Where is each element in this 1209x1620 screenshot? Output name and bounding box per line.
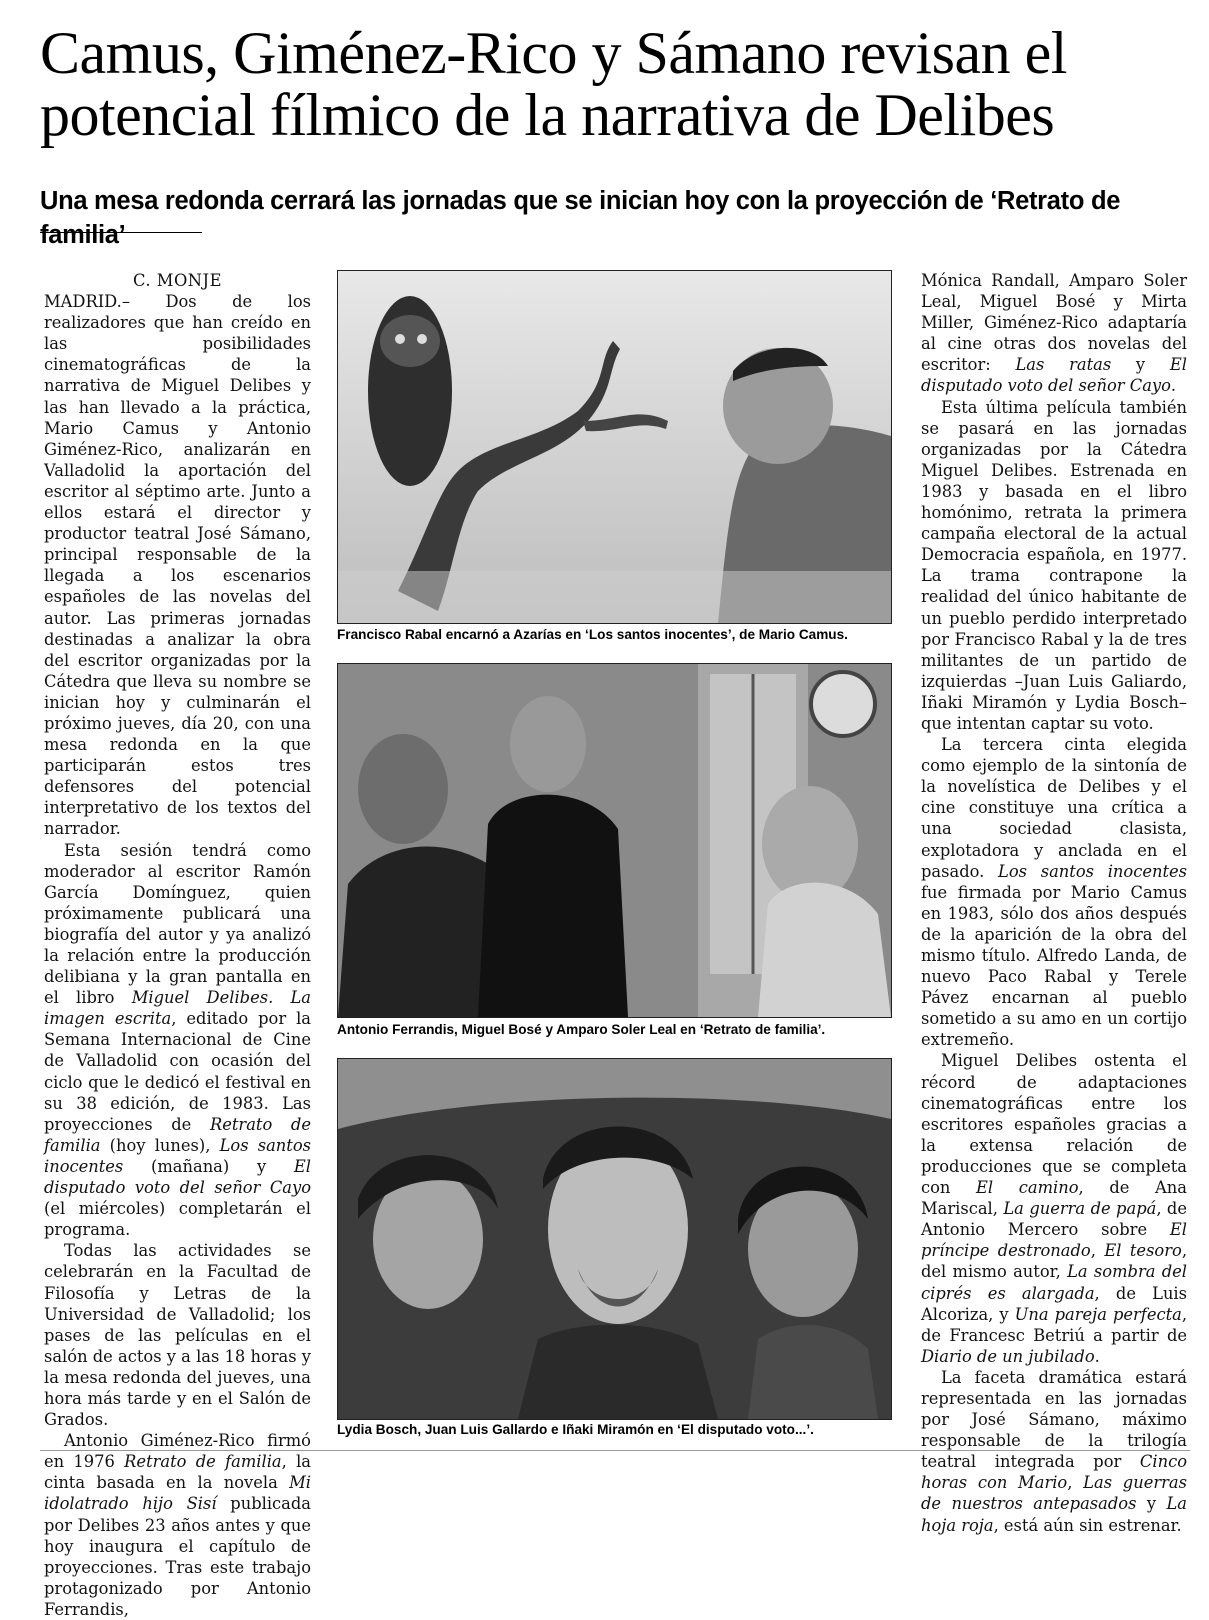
left-paragraph-1: MADRID.– Dos de los realizadores que han creído en las posibilidades cinematográficas de la narrativa de Miguel Delibes y las han llevado a la práctica, Mario Camus y Antonio Giménez-Rico, analizarán en Valladolid la aportación del escritor al séptimo arte. Junto a ellos estará el director y productor teatral José Sámano, principal responsable de la llegada a los escenarios españoles de las novelas del autor. Las primeras jornadas destinadas a analizar la obra del escritor organizadas por la Cátedra que lleva su nombre se inician hoy y culminarán el próximo jueves, día 20, con una mesa redonda en la que participarán estos tres defensores del potencial interpretativo de los textos del narrador. xyxy=(44,292,312,839)
right-paragraph-2: Esta última película también se pasará en las jornadas organizadas por la Cátedra Miguel Delibes. Estrenada en 1983 y basada en el libro homónimo, retrata la primera campaña electoral de la actual Democracia española, en 1977. La trama contrapone la realidad del único habitante de un pueblo perdido interpretado por Francisco Rabal y la de tres militantes de un partido de izquierdas –Juan Luis Galiardo, Iñaki Miramón y Lydia Bosch– que intentan captar su voto. xyxy=(921,397,1187,733)
footer-rule xyxy=(40,1450,1190,1451)
photo-owl-scene xyxy=(337,270,892,624)
right-paragraph-3: La tercera cinta elegida como ejemplo de la sintonía de la novelística de Delibes y el cine constituye una crítica a una sociedad clasista, explotadora y anclada en el pasado. Los santos inocentes fue firmada por Mario Camus en 1983, sólo dos años después de la aparición de la obra del mismo título. Alfredo Landa, de nuevo Paco Rabal y Terele Pávez encarnan al pueblo sometido a su amo en un cortijo extremeño. xyxy=(921,735,1187,1050)
left-paragraph-2: Esta sesión tendrá como moderador al escritor Ramón García Domínguez, quien próximamente publicará una biografía del autor y ya analizó la relación entre la producción delibiana y la gran pantalla en el libro Miguel Delibes. La imagen escrita, editado por la Semana Internacional de Cine de Valladolid con ocasión del ciclo que le dedicó el festival en su 38 edición, de 1983. Las proyecciones de Retrato de familia (hoy lunes), Los santos inocentes (mañana) y El disputado voto del señor Cayo (el miércoles) completarán el programa. xyxy=(44,840,311,1240)
dateline: MADRID.– xyxy=(44,292,166,312)
book-title: Miguel Delibes. La imagen escrita xyxy=(44,988,311,1029)
right-column xyxy=(921,270,1187,1536)
caption-photo-1: Francisco Rabal encarnó a Azarías en ‘Los santos inocentes’, de Mario Camus. xyxy=(337,627,848,642)
left-column xyxy=(44,270,311,1620)
caption-photo-2: Antonio Ferrandis, Miguel Bosé y Amparo Soler Leal en ‘Retrato de familia’. xyxy=(337,1022,826,1037)
caption-photo-3: Lydia Bosch, Juan Luis Gallardo e Iñaki Miramón en ‘El disputado voto...’. xyxy=(337,1422,814,1437)
photo-car-scene xyxy=(337,1058,892,1420)
left-paragraph-3: Todas las actividades se celebrarán en la Facultad de Filosofía y Letras de la Universidad de Valladolid; los pases de las películas en el salón de actos y a las 18 horas y la mesa redonda del jueves, una hora más tarde y en el Salón de Grados. xyxy=(44,1241,311,1430)
right-paragraph-5: La faceta dramática estará representada en las jornadas por José Sámano, máximo responsable de la trilogía teatral integrada por Cinco horas con Mario, Las guerras de nuestros antepasados y La hoja roja, está aún sin estrenar. xyxy=(921,1367,1187,1535)
subhead-rule xyxy=(40,232,202,233)
left-paragraph-4: Antonio Giménez-Rico firmó en 1976 Retrato de familia, la cinta basada en la novela Mi idolatrado hijo Sisí publicada por Delibes 23 años antes y que hoy inaugura el capítulo de proyecciones. Tras este trabajo protagonizado por Antonio Ferrandis, xyxy=(44,1431,312,1619)
headline: Camus, Giménez-Rico y Sámano revisan el potencial fílmico de la narrativa de Delibes xyxy=(40,20,1067,148)
byline: C. MONJE xyxy=(133,271,222,290)
photo-family-portrait xyxy=(337,663,892,1018)
right-paragraph-1: Mónica Randall, Amparo Soler Leal, Miguel Bosé y Mirta Miller, Giménez-Rico adaptaría al cine otras dos novelas del escritor: Las ratas y El disputado voto del señor Cayo. xyxy=(921,271,1187,396)
right-paragraph-4: Miguel Delibes ostenta el récord de adaptaciones cinematográficas entre los escritores españoles gracias a la extensa relación de producciones que se completa con El camino, de Ana Mariscal, La guerra de papá, de Antonio Mercero sobre El príncipe destronado, El tesoro, del mismo autor, La sombra del ciprés es alargada, de Luis Alcoriza, y Una pareja perfecta, de Francesc Betriú a partir de Diario de un jubilado. xyxy=(921,1051,1188,1366)
subheadline: Una mesa redonda cerrará las jornadas que se inician hoy con la proyección de ‘Retrato de familia’ xyxy=(40,187,1121,249)
